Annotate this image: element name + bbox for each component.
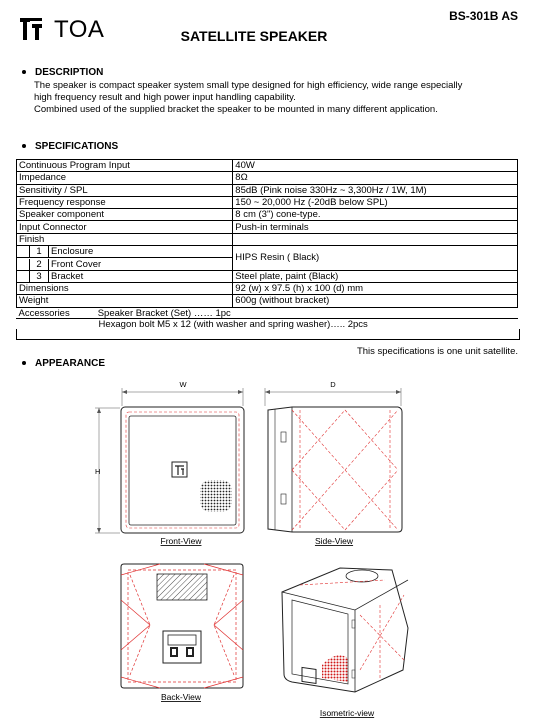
spec-table xyxy=(16,159,518,330)
brand-name: TOA xyxy=(54,16,105,43)
page-title: SATELLITE SPEAKER xyxy=(180,28,328,44)
back-view xyxy=(121,564,243,688)
front-view-caption: Front-View xyxy=(160,536,202,546)
table-row: Frequency response 150 ~ 20,000 Hz (-20dB below SPL) xyxy=(17,196,518,208)
bullet-icon xyxy=(22,361,26,365)
isometric-view xyxy=(282,568,408,692)
specifications-heading: SPECIFICATIONS xyxy=(22,141,118,152)
table-row: Speaker component 8 cm (3") cone-type. xyxy=(17,209,518,221)
description-line: The speaker is compact speaker system small type designed for high efficiency, wide range especially xyxy=(34,80,463,91)
table-row: Input Connector Push-in terminals xyxy=(17,221,518,233)
front-view xyxy=(95,380,244,533)
table-row: Dimensions 92 (w) x 97.5 (h) x 100 (d) mm xyxy=(17,282,518,294)
appearance-heading: APPEARANCE xyxy=(22,358,105,369)
finish-shared-value: HIPS Resin ( Black) xyxy=(233,246,518,271)
dim-w-label: W xyxy=(179,380,187,389)
table-row: 1 Enclosure HIPS Resin ( Black) xyxy=(17,246,518,258)
table-row: Hexagon bolt M5 x 12 (with washer and spring washer)….. 2pcs xyxy=(98,319,368,330)
dim-d-label: D xyxy=(330,380,336,389)
appearance-drawings xyxy=(0,370,538,725)
spec-note: This specifications is one unit satellite. xyxy=(356,346,518,357)
model-number: BS-301B AS xyxy=(449,9,518,23)
side-view xyxy=(265,380,402,532)
table-row: Impedance 8Ω xyxy=(17,172,518,184)
side-view-caption: Side-View xyxy=(314,536,354,546)
table-row: Accessories Speaker Bracket (Set) …… 1pc xyxy=(18,307,231,319)
bullet-icon xyxy=(22,70,26,74)
table-row: Finish xyxy=(17,233,518,245)
table-bottom-border xyxy=(16,329,520,340)
description-text xyxy=(34,80,514,116)
description-line: Combined used of the supplied bracket the speaker to be mounted in many different application. xyxy=(34,104,438,115)
isometric-view-caption: Isometric-view xyxy=(319,708,375,718)
description-line: high frequency result and high power input handling capability. xyxy=(34,92,296,103)
table-row: Weight 600g (without bracket) xyxy=(17,295,518,307)
table-row: Sensitivity / SPL 85dB (Pink noise 330Hz ~ 3,300Hz / 1W, 1M) xyxy=(17,184,518,196)
table-row: 2 Front Cover xyxy=(17,258,518,270)
description-heading: DESCRIPTION xyxy=(22,67,103,78)
table-row: Continuous Program Input 40W xyxy=(17,160,518,172)
dim-h-label: H xyxy=(95,467,101,476)
back-view-caption: Back-View xyxy=(161,692,201,702)
table-row: 3 Bracket Steel plate, paint (Black) xyxy=(17,270,518,282)
bullet-icon xyxy=(22,144,26,148)
